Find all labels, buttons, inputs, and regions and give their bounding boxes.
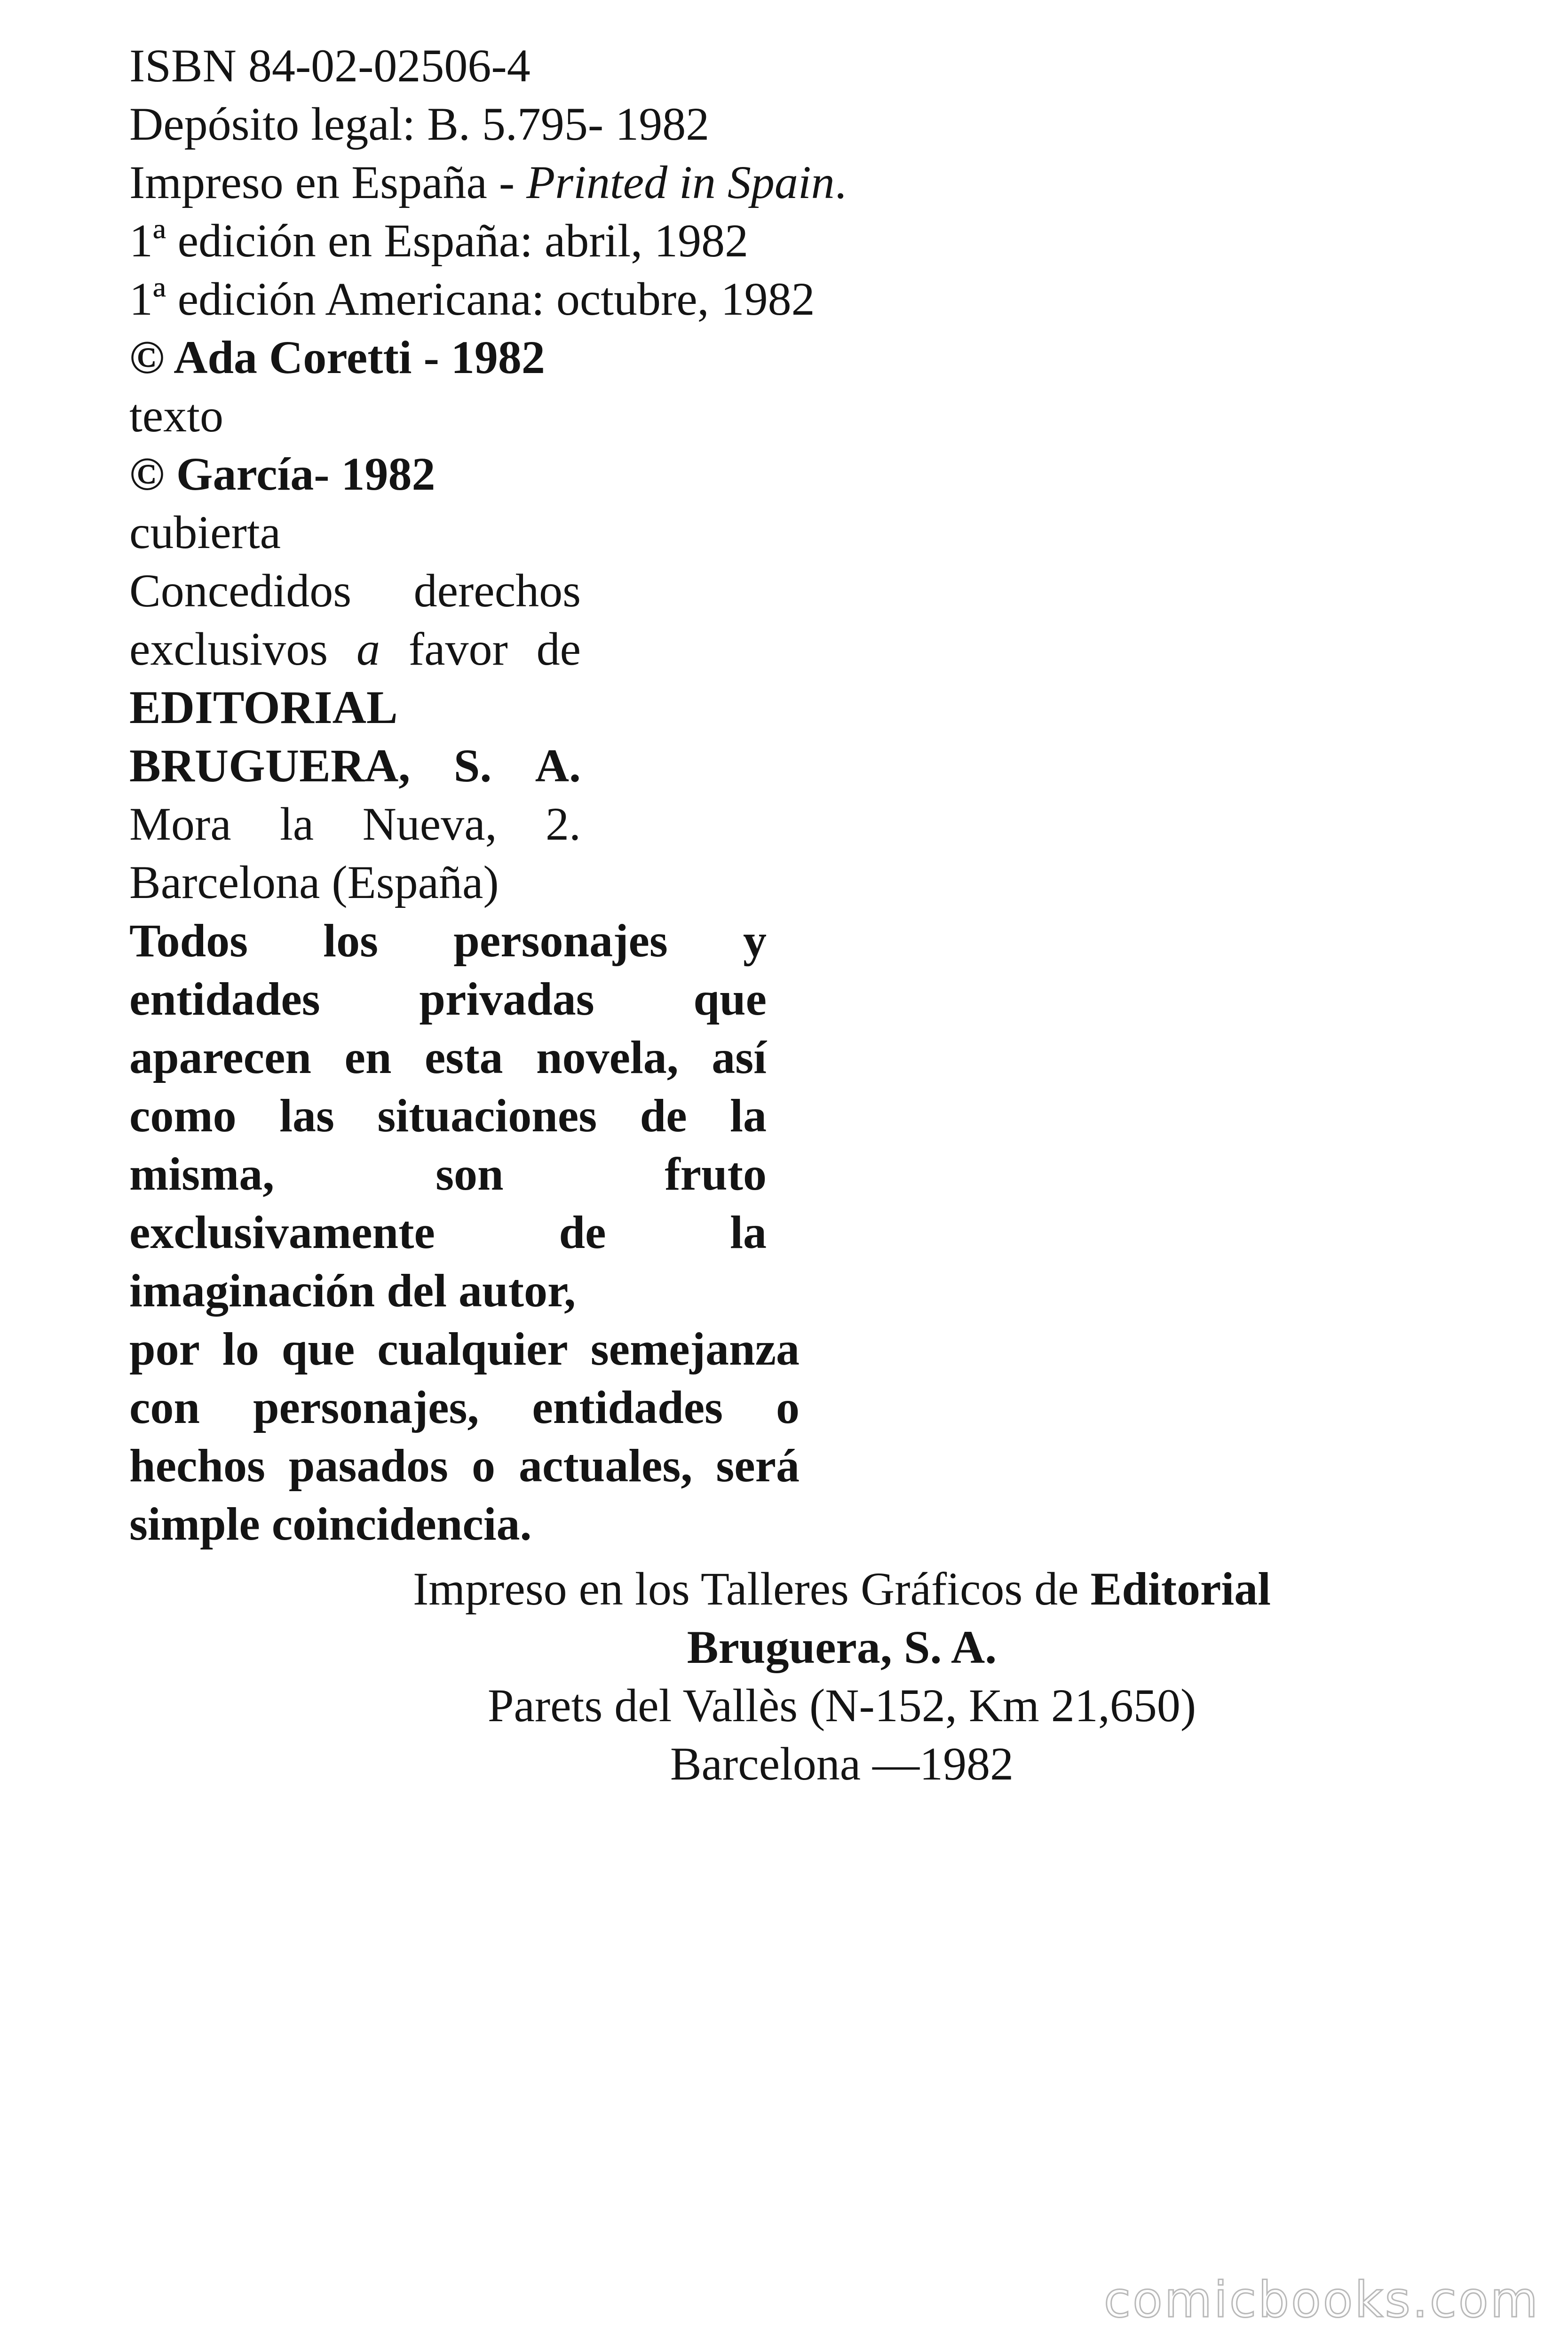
disclaimer-word: en bbox=[344, 1031, 392, 1083]
disclaimer-word: situaciones bbox=[377, 1089, 597, 1142]
disclaimer-word: lo bbox=[222, 1323, 259, 1375]
disclaimer-word: o bbox=[776, 1381, 800, 1433]
printer-line-2: Bruguera, S. A. bbox=[687, 1621, 997, 1673]
disclaimer-line-11: simple coincidencia. bbox=[129, 1498, 532, 1550]
disclaimer-line-10 bbox=[129, 1437, 800, 1495]
disclaimer-word: privadas bbox=[419, 973, 594, 1025]
printer-line-3: Parets del Vallès (N-152, Km 21,650) bbox=[487, 1679, 1196, 1732]
disclaimer-word: y bbox=[743, 914, 767, 967]
edicion-espana: 1ª edición en España: abril, 1982 bbox=[129, 215, 749, 267]
disclaimer-word: con bbox=[129, 1381, 200, 1433]
disclaimer-line-7: imaginación del autor, bbox=[129, 1264, 576, 1317]
address-word: la bbox=[280, 798, 314, 850]
disclaimer-word: Todos bbox=[129, 914, 248, 967]
cubierta-label: cubierta bbox=[129, 506, 281, 558]
disclaimer-word: hechos bbox=[129, 1439, 265, 1492]
impreso-en-espana bbox=[129, 153, 847, 212]
deposito-legal: Depósito legal: B. 5.795- 1982 bbox=[129, 98, 710, 150]
disclaimer-word: pasados bbox=[288, 1439, 448, 1492]
disclaimer-word: actuales, bbox=[518, 1439, 693, 1492]
rights-word: a bbox=[356, 623, 380, 675]
disclaimer-line-8 bbox=[129, 1320, 800, 1378]
publisher-word: A. bbox=[535, 739, 581, 792]
disclaimer-word: como bbox=[129, 1089, 237, 1142]
rights-word: derechos bbox=[413, 564, 581, 617]
printer-line-4: Barcelona —1982 bbox=[670, 1738, 1014, 1790]
rights-word: de bbox=[536, 623, 581, 675]
rights-word: Concedidos bbox=[129, 564, 352, 617]
edicion-americana: 1ª edición Americana: octubre, 1982 bbox=[129, 273, 815, 325]
disclaimer-word: cualquier bbox=[377, 1323, 568, 1375]
disclaimer-word: la bbox=[730, 1089, 767, 1142]
address-line-1 bbox=[129, 795, 581, 853]
disclaimer-word: que bbox=[693, 973, 767, 1025]
isbn: ISBN 84-02-02506-4 bbox=[129, 40, 531, 92]
disclaimer-word: semejanza bbox=[590, 1323, 800, 1375]
disclaimer-word: aparecen bbox=[129, 1031, 311, 1083]
disclaimer-word: personajes, bbox=[253, 1381, 479, 1433]
disclaimer-word: las bbox=[279, 1089, 334, 1142]
disclaimer-word: fruto bbox=[665, 1148, 767, 1200]
disclaimer-line-6 bbox=[129, 1203, 767, 1262]
rights-word: exclusivos bbox=[129, 623, 328, 675]
publisher-word: BRUGUERA, bbox=[129, 739, 411, 792]
rights-line-2 bbox=[129, 620, 581, 678]
disclaimer-word: la bbox=[730, 1206, 767, 1258]
printed-in-spain: Printed in Spain bbox=[526, 156, 835, 208]
address-word: Nueva, bbox=[362, 798, 497, 850]
disclaimer-line-1 bbox=[129, 912, 767, 970]
disclaimer-word: será bbox=[716, 1439, 800, 1492]
disclaimer-line-9 bbox=[129, 1378, 800, 1437]
disclaimer-word: misma, bbox=[129, 1148, 275, 1200]
printer-editorial: Editorial bbox=[1090, 1563, 1271, 1615]
publisher-line-2 bbox=[129, 737, 581, 795]
disclaimer-line-4 bbox=[129, 1087, 767, 1145]
address-word: 2. bbox=[546, 798, 581, 850]
disclaimer-word: que bbox=[281, 1323, 355, 1375]
disclaimer-word: por bbox=[129, 1323, 200, 1375]
disclaimer-word: de bbox=[559, 1206, 606, 1258]
disclaimer-word: así bbox=[712, 1031, 767, 1083]
disclaimer-line-2 bbox=[129, 970, 767, 1028]
disclaimer-word: entidades bbox=[532, 1381, 723, 1433]
address-word: Mora bbox=[129, 798, 231, 850]
impreso-prefix: Impreso en España - bbox=[129, 156, 527, 208]
printer-line-1 bbox=[381, 1560, 1303, 1618]
rights-line-1 bbox=[129, 562, 581, 620]
disclaimer-word: exclusivamente bbox=[129, 1206, 435, 1258]
copyright-cover: © García- 1982 bbox=[129, 448, 436, 500]
texto-label: texto bbox=[129, 389, 223, 442]
watermark: comicbooks.com bbox=[1103, 2271, 1540, 2328]
disclaimer-word: entidades bbox=[129, 973, 320, 1025]
publisher-line-1: EDITORIAL bbox=[129, 681, 398, 733]
disclaimer-line-3 bbox=[129, 1028, 767, 1087]
address-line-2: Barcelona (España) bbox=[129, 856, 499, 908]
publisher-word: S. bbox=[453, 739, 492, 792]
disclaimer-word: de bbox=[640, 1089, 687, 1142]
disclaimer-word: personajes bbox=[453, 914, 668, 967]
impreso-suffix: . bbox=[834, 156, 847, 208]
disclaimer-word: o bbox=[471, 1439, 495, 1492]
copyright-text: © Ada Coretti - 1982 bbox=[129, 331, 545, 383]
disclaimer-word: son bbox=[436, 1148, 504, 1200]
rights-word: favor bbox=[408, 623, 508, 675]
disclaimer-word: esta bbox=[424, 1031, 503, 1083]
disclaimer-line-5 bbox=[129, 1145, 767, 1203]
disclaimer-word: novela, bbox=[536, 1031, 679, 1083]
disclaimer-word: los bbox=[323, 914, 378, 967]
printer-prefix: Impreso en los Talleres Gráficos de bbox=[412, 1563, 1091, 1615]
